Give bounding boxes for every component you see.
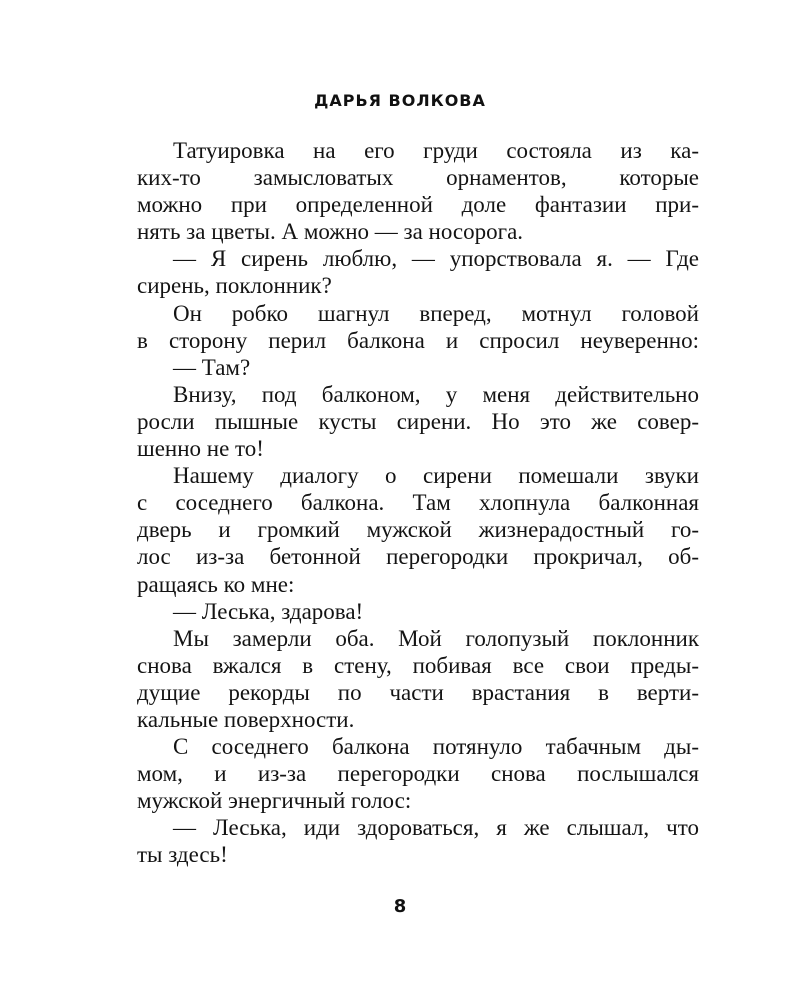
text-line: сирень, поклонник?: [137, 273, 332, 299]
running-head-author: ДАРЬЯ ВОЛКОВА: [314, 91, 486, 110]
body-text: [137, 137, 699, 869]
text-line: С соседнего балкона потянуло табачным ды-: [173, 734, 699, 760]
text-line: — Леська, здарова!: [173, 598, 364, 624]
text-line: мужской энергичный голос:: [137, 788, 412, 814]
page-number: 8: [393, 896, 407, 917]
text-line: ты здесь!: [137, 842, 228, 868]
text-line: дущие рекорды по части врастания в верти-: [137, 679, 699, 705]
text-line: нять за цветы. А можно — за носорога.: [137, 219, 524, 245]
text-line: ких-то замысловатых орнаментов, которые: [137, 165, 699, 191]
text-line: Внизу, под балконом, у меня действительно: [173, 381, 699, 407]
text-line: шенно не то!: [137, 436, 264, 462]
text-line: кальные поверхности.: [137, 706, 355, 732]
text-line: в сторону перил балкона и спросил неуверенно:: [137, 327, 699, 353]
text-line: Он робко шагнул вперед, мотнул головой: [173, 300, 699, 326]
text-line: ращаясь ко мне:: [137, 571, 295, 597]
text-line: снова вжался в стену, побивая все свои преды-: [137, 652, 699, 678]
text-line: Мы замерли оба. Мой голопузый поклонник: [173, 625, 699, 651]
text-line: Нашему диалогу о сирени помешали звуки: [173, 463, 699, 489]
text-line: лос из-за бетонной перегородки прокричал, об-: [137, 544, 699, 570]
text-line: — Я сирень люблю, — упорствовала я. — Где: [173, 246, 699, 272]
text-line: с соседнего балкона. Там хлопнула балконная: [137, 490, 699, 516]
text-line: — Там?: [173, 354, 251, 380]
text-line: мом, и из-за перегородки снова послышался: [137, 761, 699, 787]
text-line: можно при определенной доле фантазии при-: [137, 192, 699, 218]
text-line: дверь и громкий мужской жизнерадостный го-: [137, 517, 699, 543]
text-line: Татуировка на его груди состояла из ка-: [173, 138, 699, 163]
text-line: — Леська, иди здороваться, я же слышал, что: [173, 815, 699, 841]
text-line: росли пышные кусты сирени. Но это же совер-: [137, 408, 699, 434]
